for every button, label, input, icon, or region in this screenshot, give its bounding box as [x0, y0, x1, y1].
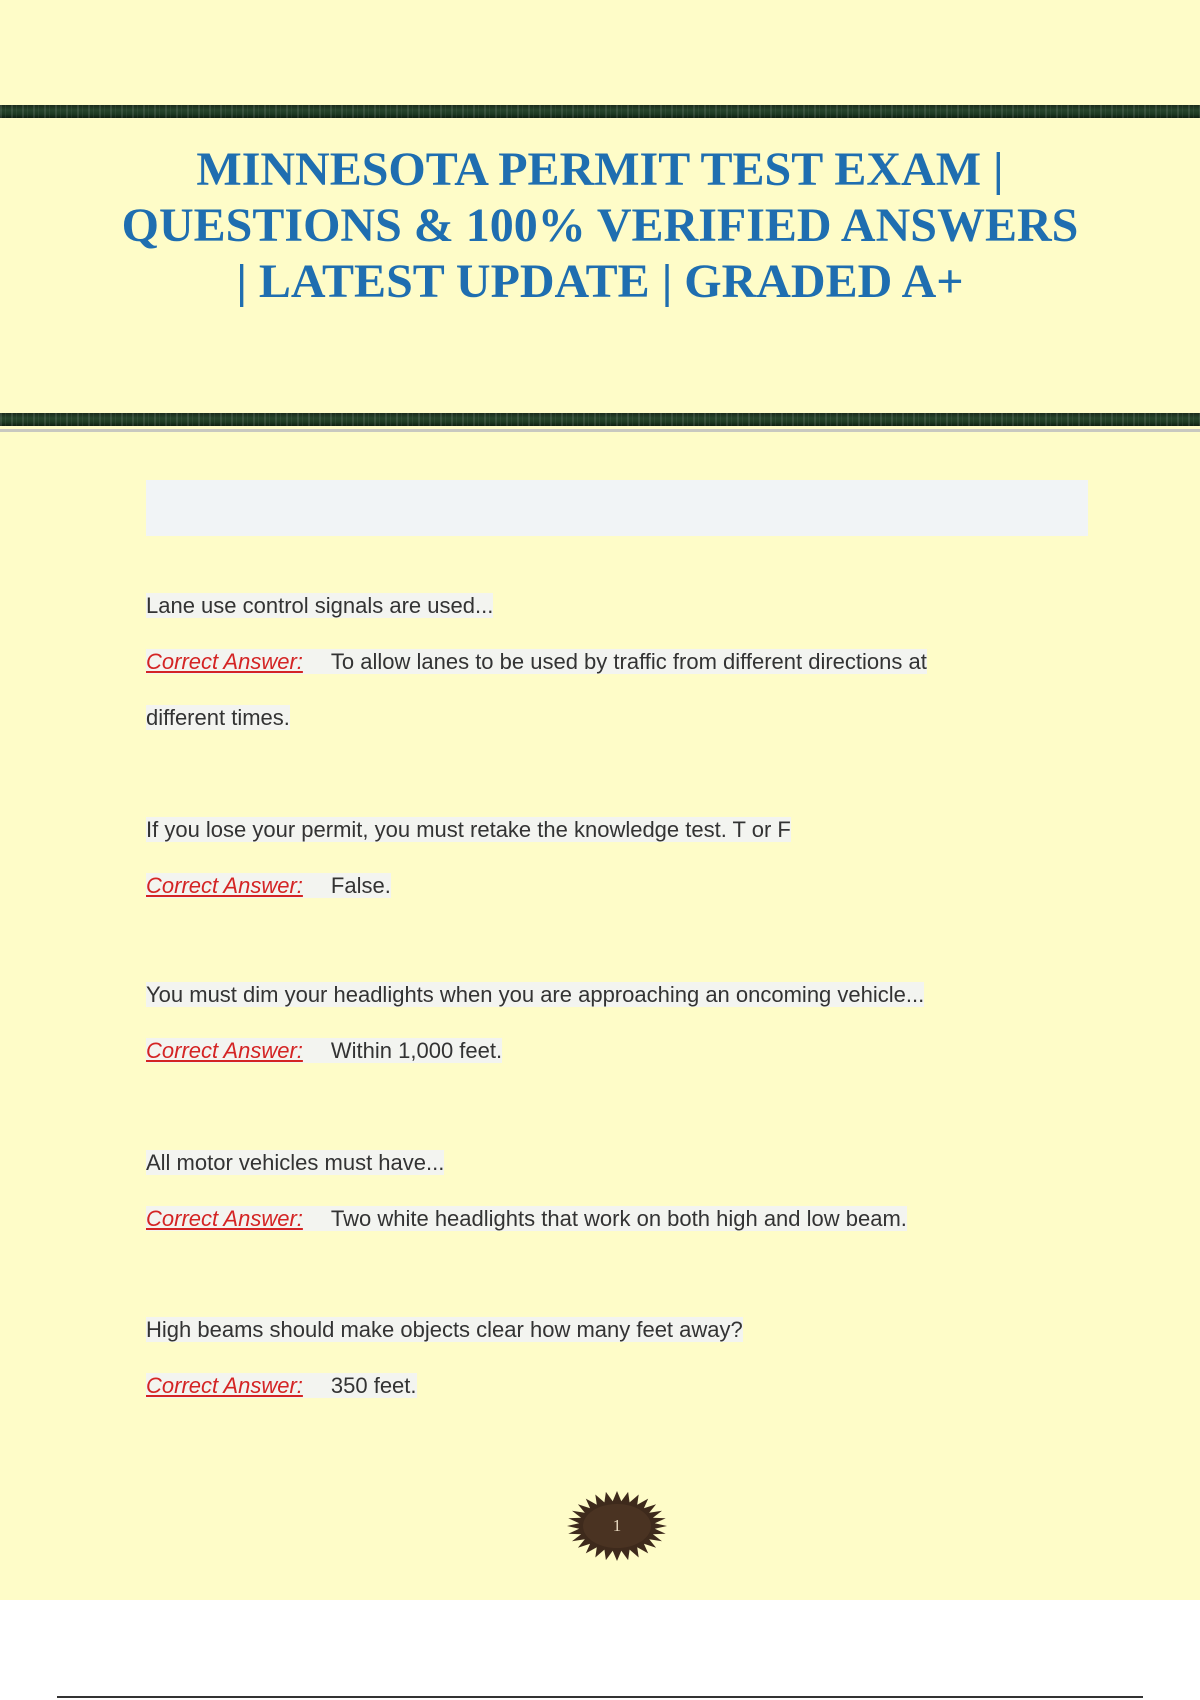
blank-banner-bar: [146, 480, 1088, 536]
answer-text: False.: [330, 873, 391, 898]
top-decorative-rule: [0, 105, 1200, 118]
rule-shadow-line: [0, 429, 1200, 432]
qa-item: [146, 967, 1046, 1079]
question-line: [146, 1135, 1046, 1191]
answer-text: To allow lanes to be used by traffic from different directions at: [330, 649, 927, 674]
correct-answer-label: Correct Answer:: [146, 649, 331, 674]
bottom-decorative-rule: [0, 413, 1200, 426]
question-text: All motor vehicles must have...: [146, 1150, 445, 1175]
answer-line: [146, 634, 1046, 690]
page-number-badge: [566, 1490, 668, 1562]
answer-text: Two white headlights that work on both high and low beam.: [330, 1206, 907, 1231]
answer-text: Within 1,000 feet.: [330, 1038, 503, 1063]
question-text: You must dim your headlights when you are approaching an oncoming vehicle...: [146, 982, 925, 1007]
qa-item: [146, 1135, 1046, 1247]
page-number: 1: [612, 1516, 622, 1535]
answer-text-continued: different times.: [146, 705, 290, 730]
correct-answer-label: Correct Answer:: [146, 1206, 331, 1231]
question-line: [146, 967, 1046, 1023]
question-text: Lane use control signals are used...: [146, 593, 494, 618]
question-text: If you lose your permit, you must retake the knowledge test. T or F: [146, 817, 791, 842]
question-line: [146, 802, 1046, 858]
qa-item: [146, 802, 1046, 914]
answer-line: [146, 1023, 1046, 1079]
answer-continuation-line: [146, 690, 1046, 746]
question-text: High beams should make objects clear how many feet away?: [146, 1317, 743, 1342]
answer-line: [146, 1358, 1046, 1414]
question-line: [146, 578, 1046, 634]
document-title: MINNESOTA PERMIT TEST EXAM | QUESTIONS & 100% VERIFIED ANSWERS | LATEST UPDATE | GRADED A+: [121, 143, 1079, 308]
correct-answer-label: Correct Answer:: [146, 1373, 331, 1398]
answer-text: 350 feet.: [330, 1373, 417, 1398]
footer-divider: [57, 1696, 1143, 1698]
qa-item: [146, 1302, 1046, 1414]
question-line: [146, 1302, 1046, 1358]
qa-item: [146, 578, 1046, 746]
correct-answer-label: Correct Answer:: [146, 1038, 331, 1063]
answer-line: [146, 858, 1046, 914]
answer-line: [146, 1191, 1046, 1247]
correct-answer-label: Correct Answer:: [146, 873, 331, 898]
